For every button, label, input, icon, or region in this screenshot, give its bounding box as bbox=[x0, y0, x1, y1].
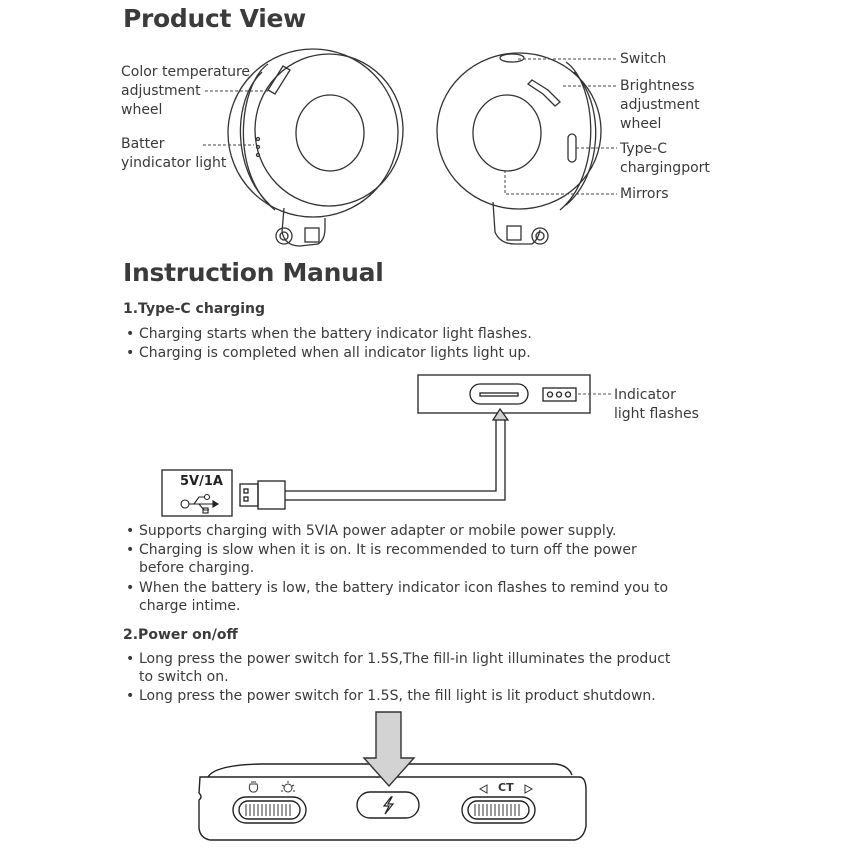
instruction-manual-title: Instruction Manual bbox=[123, 258, 384, 287]
bullet-item: • When the battery is low, the battery indicator icon flashes to remind you to charge intime. bbox=[126, 579, 706, 615]
bullet-text: Charging is slow when it is on. It is recommended to turn off the power before charging. bbox=[139, 542, 637, 576]
bullet-item: • Charging is slow when it is on. It is recommended to turn off the power before charging. bbox=[126, 541, 686, 577]
bullet-text: Charging is completed when all indicator lights light up. bbox=[139, 345, 531, 361]
ct-label: CT bbox=[498, 781, 514, 794]
section-heading-charging: 1.Type-C charging bbox=[123, 301, 265, 317]
dim-bulb-icon bbox=[249, 782, 257, 792]
bullet-text: Long press the power switch for 1.5S,The fill-in light illuminates the product to switch on. bbox=[139, 651, 671, 685]
left-wheel-ridges bbox=[246, 804, 290, 816]
label-line: Color temperature bbox=[121, 64, 251, 80]
bright-sun-icon bbox=[281, 781, 295, 792]
label-line: wheel bbox=[620, 116, 662, 132]
label-line: light flashes bbox=[614, 406, 699, 422]
label-line: wheel bbox=[121, 102, 163, 118]
bullet-text: Charging starts when the battery indicator light flashes. bbox=[139, 326, 532, 342]
label-mirrors: Mirrors bbox=[620, 186, 669, 202]
ct-left-arrow-icon bbox=[480, 785, 487, 793]
lightning-icon bbox=[384, 797, 393, 814]
bullet-item: • Charging is completed when all indicator lights light up. bbox=[126, 344, 726, 362]
adapter-voltage-label: 5V/1A bbox=[180, 474, 223, 489]
bullet-text: When the battery is low, the battery indicator icon flashes to remind you to charge intime. bbox=[139, 580, 669, 614]
section-heading-power: 2.Power on/off bbox=[123, 627, 238, 643]
label-line: Type-C bbox=[620, 141, 667, 157]
label-line: yindicator light bbox=[121, 155, 227, 171]
bullet-item: • Supports charging with 5VIA power adapter or mobile power supply. bbox=[126, 522, 726, 540]
ct-right-arrow-icon bbox=[525, 785, 532, 793]
bullet-text: Long press the power switch for 1.5S, the fill light is lit product shutdown. bbox=[139, 688, 656, 704]
label-switch: Switch bbox=[620, 51, 667, 67]
label-line: adjustment bbox=[121, 83, 201, 99]
right-wheel-ridges bbox=[475, 804, 519, 816]
bullet-text: Supports charging with 5VIA power adapter or mobile power supply. bbox=[139, 523, 617, 539]
label-line: Brightness bbox=[620, 78, 695, 94]
label-line: adjustment bbox=[620, 97, 700, 113]
label-line: Indicator bbox=[614, 387, 676, 403]
product-view-title: Product View bbox=[123, 4, 306, 33]
bullet-item: • Charging starts when the battery indicator light flashes. bbox=[126, 325, 726, 343]
label-line: Batter bbox=[121, 136, 165, 152]
label-line: chargingport bbox=[620, 160, 710, 176]
bullet-item: • Long press the power switch for 1.5S,The fill-in light illuminates the product to switch on. bbox=[126, 650, 686, 686]
press-arrow-icon bbox=[364, 712, 414, 786]
bullet-item: • Long press the power switch for 1.5S, the fill light is lit product shutdown. bbox=[126, 687, 726, 705]
